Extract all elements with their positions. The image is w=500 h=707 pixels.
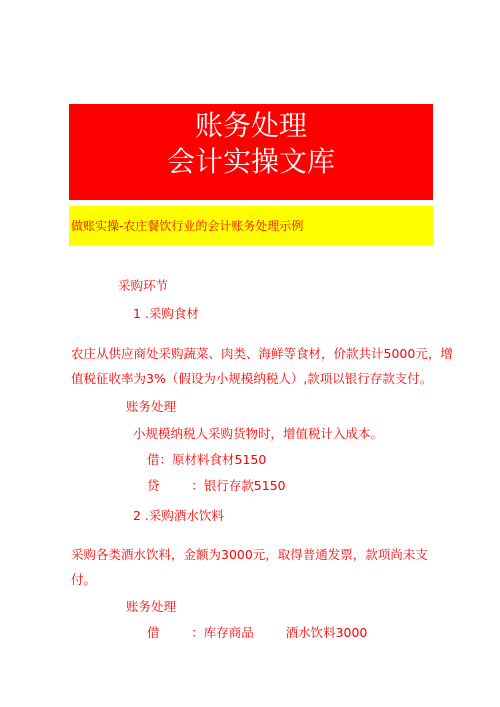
item2-accounting-label: 账务处理 — [126, 599, 177, 614]
item2-heading: 2 .采购酒水饮料 — [133, 508, 224, 523]
item1-desc-line2: 值税征收率为3%（假设为小规模纳税人）,款项以银行存款支付。 — [71, 371, 433, 386]
item2-description — [71, 542, 435, 592]
item2-desc-line1: 采购各类酒水饮料，金额为3000元，取得普通发票，款项尚未支 — [71, 547, 428, 562]
item1-accounting-label: 账务处理 — [126, 399, 177, 414]
section-title: 采购环节 — [118, 278, 169, 293]
banner-title: 账务处理 — [194, 109, 307, 142]
item2-debit-entry: 借 ：库存商品 酒水饮料3000 — [147, 625, 368, 640]
item1-description — [71, 341, 453, 391]
item1-desc-line1: 农庄从供应商处采购蔬菜、肉类、海鲜等食材，价款共计5000元，增 — [71, 346, 453, 361]
document-subtitle: 做账实操-农庄餐饮行业的会计账务处理示例 — [69, 206, 433, 246]
title-banner — [69, 104, 433, 200]
item2-desc-line2: 付。 — [71, 572, 97, 587]
item1-note: 小规模纳税人采购货物时，增值税计入成本。 — [133, 426, 384, 441]
item1-debit-entry: 借：原材料食材5150 — [147, 452, 267, 467]
banner-subtitle: 会计实操文库 — [166, 145, 335, 178]
item1-heading: 1 .采购食材 — [133, 306, 199, 321]
item1-credit-entry: 贷 ：银行存款5150 — [147, 478, 286, 493]
